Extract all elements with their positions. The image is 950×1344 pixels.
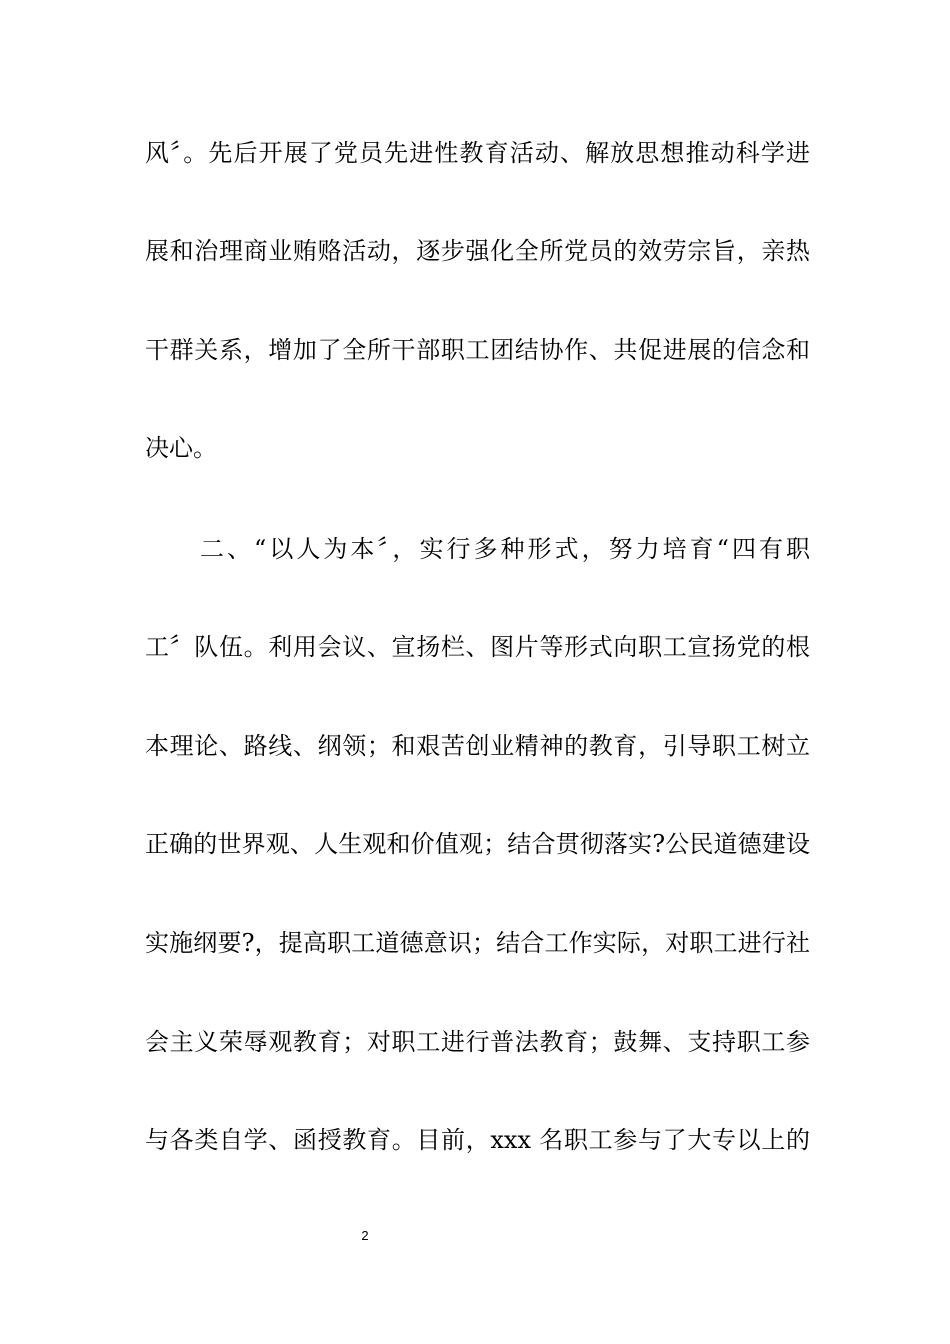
paragraph-line-8: 正确的世界观、人生观和价值观；结合贯彻落实?公民道德建设 xyxy=(145,830,810,858)
paragraph-line-3: 干群关系，增加了全所干部职工团结协作、共促进展的信念和 xyxy=(145,336,810,364)
section-heading-line: 二、“以人为本〞，实行多种形式，努力培育“四有职 xyxy=(200,535,810,563)
paragraph-line-11: 与各类自学、函授教育。目前，xxx 名职工参与了大专以上的 xyxy=(145,1126,810,1154)
page-number: 2 xyxy=(361,1228,369,1243)
paragraph-line-9: 实施纲要?，提高职工道德意识；结合工作实际，对职工进行社 xyxy=(145,929,810,957)
paragraph-line-6: 工〞队伍。利用会议、宣扬栏、图片等形式向职工宣扬党的根 xyxy=(145,633,810,661)
paragraph-line-4: 决心。 xyxy=(145,434,217,462)
paragraph-line-7: 本理论、路线、纲领；和艰苦创业精神的教育，引导职工树立 xyxy=(145,732,810,760)
paragraph-line-10: 会主义荣辱观教育；对职工进行普法教育；鼓舞、支持职工参 xyxy=(145,1028,810,1056)
paragraph-line-2: 展和治理商业贿赂活动，逐步强化全所党员的效劳宗旨，亲热 xyxy=(145,237,810,265)
paragraph-line-1: 风〞。先后开展了党员先进性教育活动、解放思想推动科学进 xyxy=(145,139,810,167)
